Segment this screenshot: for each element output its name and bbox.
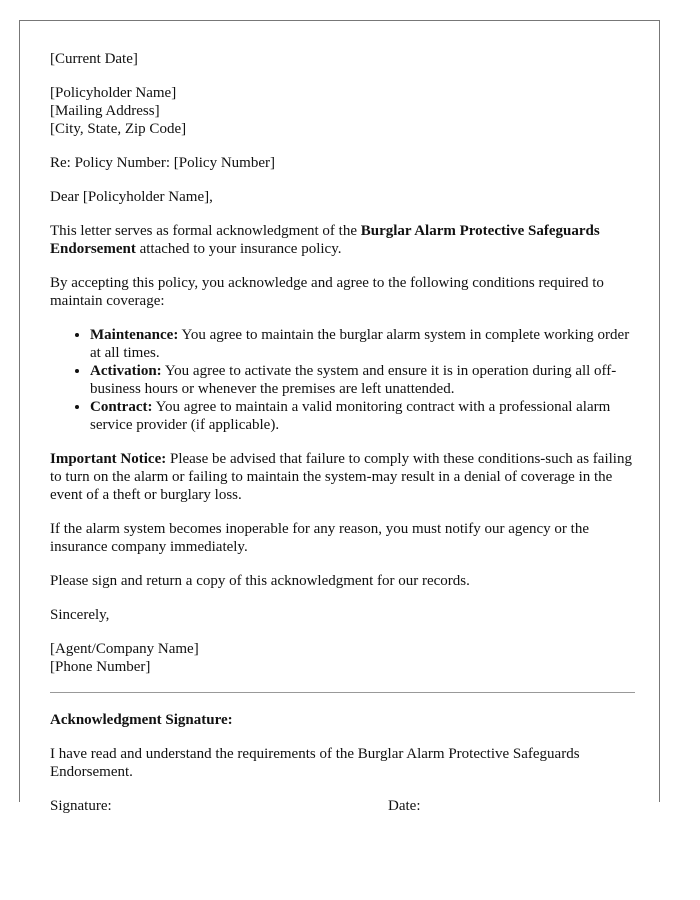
condition-label: Contract: <box>90 399 153 415</box>
sender-phone: [Phone Number] <box>50 659 151 675</box>
section-divider <box>50 692 635 693</box>
return-request: Please sign and return a copy of this acknowledgment for our records. <box>50 573 470 589</box>
acknowledgment-heading <box>50 711 635 729</box>
condition-label: Maintenance: <box>90 327 179 343</box>
conditions-intro: By accepting this policy, you acknowledge and agree to the following conditions required to maintain coverage: <box>50 275 604 309</box>
salutation: Dear [Policyholder Name], <box>50 189 213 205</box>
conditions-list <box>50 326 635 434</box>
condition-text: You agree to maintain the burglar alarm system in complete working order at all times. <box>90 327 630 361</box>
letter-body <box>50 50 635 815</box>
condition-text: You agree to activate the system and ensure it is in operation during all off-business hours or whenever the premises are left unattended. <box>90 363 617 397</box>
inoperable-paragraph: If the alarm system becomes inoperable for any reason, you must notify our agency or the insurance company immediately. <box>50 521 589 555</box>
sender-name: [Agent/Company Name] <box>50 641 199 657</box>
acknowledgment-statement: I have read and understand the requirements of the Burglar Alarm Protective Safeguards Endorsement. <box>50 746 580 780</box>
signature-row <box>50 797 635 815</box>
intro-paragraph <box>50 222 635 258</box>
recipient-block <box>50 84 635 138</box>
closing: Sincerely, <box>50 607 110 623</box>
recipient-name: [Policyholder Name] <box>50 85 177 101</box>
notice-text: Please be advised that failure to comply with these conditions-such as failing to turn on the alarm or failing to maintain the system-may result in a denial of coverage in the event of a theft or burglary loss. <box>50 451 632 503</box>
letter-date: [Current Date] <box>50 51 138 67</box>
endorsement-name: Burglar Alarm Protective Safeguards Endorsement <box>50 223 600 257</box>
condition-activation <box>90 362 635 398</box>
acknowledgment-heading-text: Acknowledgment Signature: <box>50 712 233 728</box>
signature-label: Signature: <box>50 798 112 814</box>
date-label: Date: <box>388 798 421 814</box>
condition-label: Activation: <box>90 363 162 379</box>
intro-text-before: This letter serves as formal acknowledgment of the <box>50 223 361 239</box>
intro-text-after: attached to your insurance policy. <box>135 241 342 257</box>
recipient-city-state-zip: [City, State, Zip Code] <box>50 121 187 137</box>
sender-block <box>50 640 635 676</box>
recipient-address: [Mailing Address] <box>50 103 160 119</box>
notice-label: Important Notice: <box>50 451 167 467</box>
re-line: Re: Policy Number: [Policy Number] <box>50 155 275 171</box>
condition-contract <box>90 398 635 434</box>
condition-text: You agree to maintain a valid monitoring contract with a professional alarm service provider (if applicable). <box>90 399 611 433</box>
letter-page <box>19 20 660 814</box>
condition-maintenance <box>90 326 635 362</box>
important-notice <box>50 450 635 504</box>
